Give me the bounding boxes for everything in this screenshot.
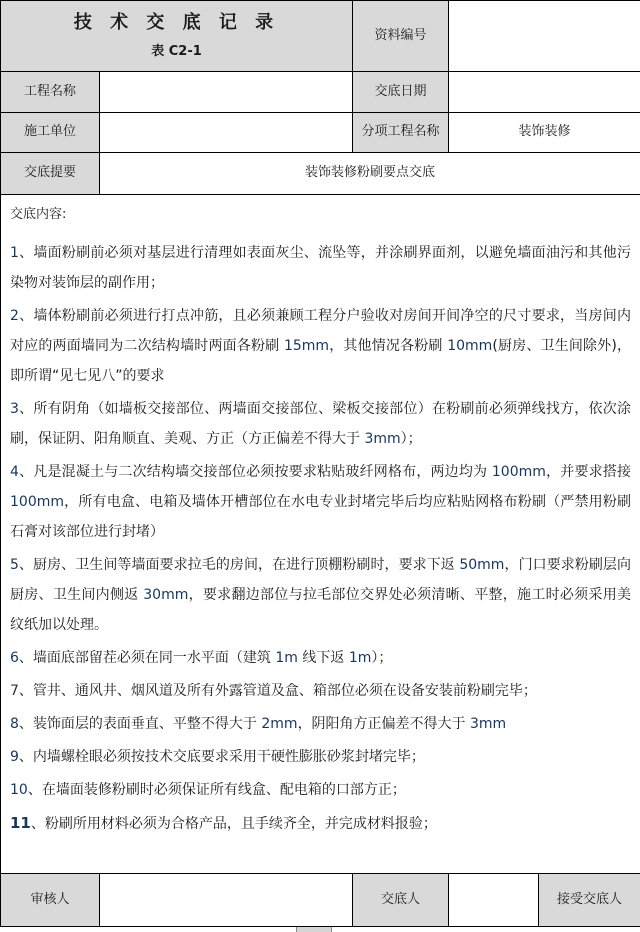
content-item: 10、在墙面装修粉刷时必须保证所有线盒、配电箱的口部方正； xyxy=(10,781,406,798)
discloser-signature-cell[interactable] xyxy=(449,874,538,926)
content-item: 1、墙面粉刷前必须对基层进行清理如表面灰尘、流坠等，并涂刷界面剂，以避免墙面油污和其他污染物对装饰层的副作用； xyxy=(10,244,631,291)
construction-unit-value-cell[interactable] xyxy=(100,113,352,152)
subproject-name-value: 装饰装修 xyxy=(449,113,640,152)
content-item: 4、凡是混凝土与二次结构墙交接部位必须按要求粘贴玻纤网格布，两边均为 100mm，并要求搭接 100mm，所有电盒、电箱及墙体开槽部位在水电专业封堵完毕后均应粘贴网格布粉刷（严禁用粉刷石膏对该部位进行封堵） xyxy=(10,463,632,540)
content-item: 7、管井、通风井、烟风道及所有外露管道及盒、箱部位必须在设备安装前粉刷完毕； xyxy=(10,682,537,699)
content-item: 5、厨房、卫生间等墙面要求拉毛的房间，在进行顶棚粉刷时，要求下返 50mm，门口要求粉刷层向厨房、卫生间内侧返 30mm，要求翻边部位与拉毛部位交界处必须清晰、平整，施工时必须采用美纹纸加以处理。 xyxy=(10,556,632,633)
content-item: 11、粉刷所用材料必须为合格产品，且手续齐全，并完成材料报验； xyxy=(10,813,437,832)
content-item: 3、所有阴角（如墙板交接部位、两墙面交接部位、梁板交接部位）在粉刷前必须弹线找方，依次涂刷，保证阴、阳角顺直、美观、方正（方正偏差不得大于 3mm）； xyxy=(10,400,631,447)
disclosure-date-value-cell[interactable] xyxy=(449,72,640,112)
reviewer-label: 审核人 xyxy=(1,874,99,926)
reviewer-signature-cell[interactable] xyxy=(100,874,352,926)
disclosure-date-label: 交底日期 xyxy=(353,72,448,112)
content-item-list xyxy=(10,238,631,842)
page-bottom-artifact xyxy=(296,927,332,932)
doc-number-value-cell[interactable] xyxy=(449,1,640,71)
discloser-label: 交底人 xyxy=(353,874,448,926)
summary-value: 装饰装修粉刷要点交底 xyxy=(100,153,640,194)
content-item: 2、墙体粉刷前必须进行打点冲筋，且必须兼顾工程分户验收对房间开间净空的尺寸要求，当房间内对应的两面墙同为二次结构墙时两面各粉刷 15mm，其他情况各粉刷 10mm(厨房、卫生间除外)，即所谓“见七见八”的要求 xyxy=(10,307,631,384)
form-code: 表 C2-1 xyxy=(151,43,202,59)
title-cell xyxy=(1,1,352,71)
construction-unit-label: 施工单位 xyxy=(1,113,99,152)
content-item: 9、内墙螺栓眼必须按技术交底要求采用干硬性膨胀砂浆封堵完毕； xyxy=(10,748,425,765)
project-name-label: 工程名称 xyxy=(1,72,99,112)
content-heading: 交底内容: xyxy=(10,207,67,222)
subproject-name-label: 分项工程名称 xyxy=(353,113,448,152)
project-name-value-cell[interactable] xyxy=(100,72,352,112)
disclosure-content-cell xyxy=(1,195,640,873)
page-title: 技 术 交 底 记 录 xyxy=(73,12,280,34)
doc-number-label: 资料编号 xyxy=(353,1,448,71)
receiver-label: 接受交底人 xyxy=(539,874,640,926)
content-item: 8、装饰面层的表面垂直、平整不得大于 2mm，阴阳角方正偏差不得大于 3mm xyxy=(10,715,507,732)
content-item: 6、墙面底部留茬必须在同一水平面（建筑 1m 线下返 1m）； xyxy=(10,649,393,666)
summary-label: 交底提要 xyxy=(1,153,99,194)
